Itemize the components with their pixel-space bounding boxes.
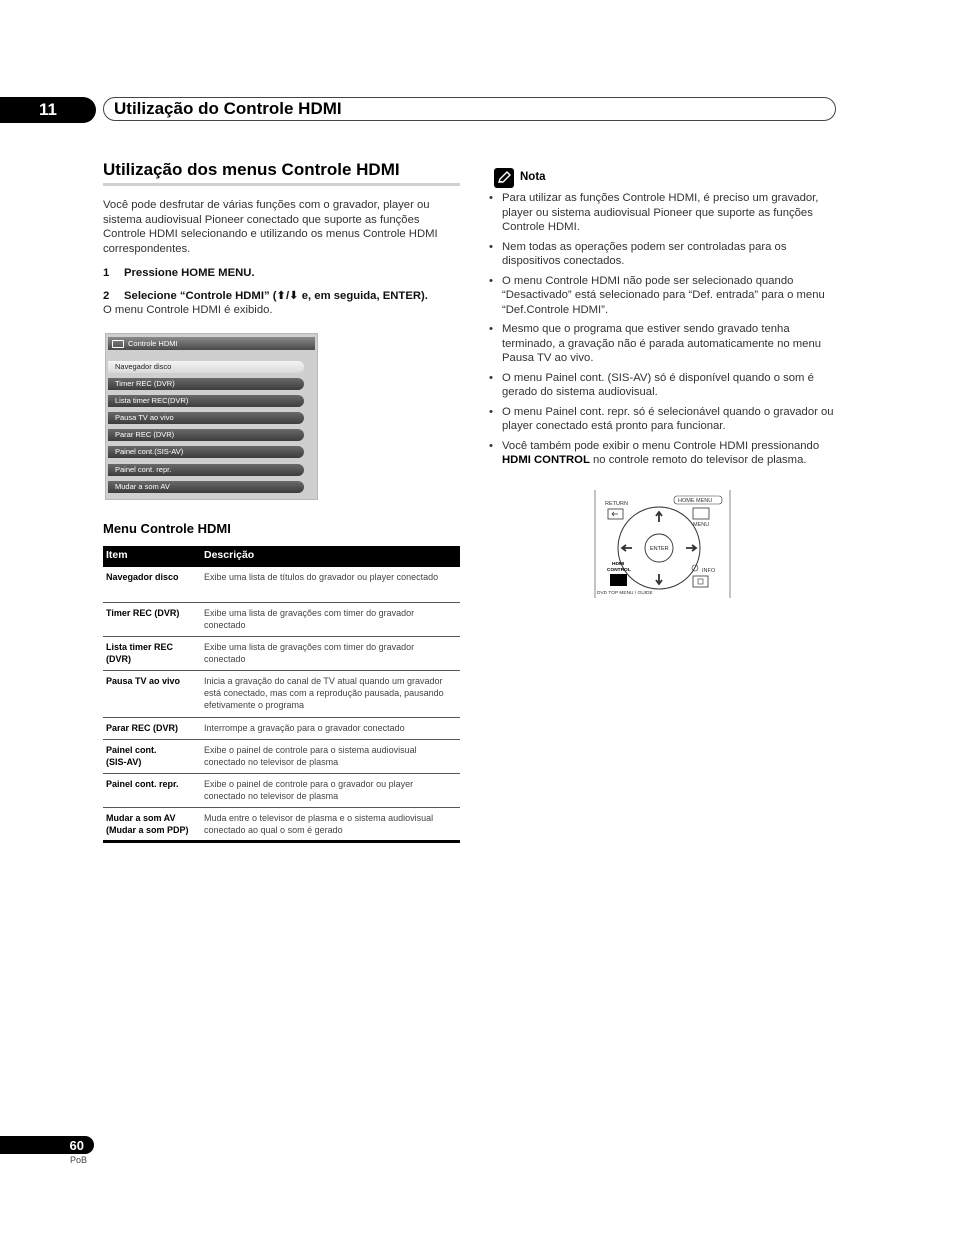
table-row (103, 718, 460, 740)
row-description: Muda entre o televisor de plasma e o sistema audiovisual conectado ao qual o som é gerado (204, 813, 434, 835)
menu-item-navegador-disco[interactable]: Navegador disco (108, 361, 304, 373)
row-description: Exibe uma lista de gravações com timer do gravador conectado (204, 642, 415, 664)
note-item: • Para utilizar as funções Controle HDMI, é preciso um gravador, player ou sistema audiovisual Pioneer que suporte as funções Controle HDMI. (488, 191, 838, 235)
section-title: Utilização dos menus Controle HDMI (103, 160, 400, 179)
enter-label: ENTER (650, 546, 669, 552)
note-title: Nota (520, 171, 546, 183)
table-row (103, 774, 460, 808)
row-description: Exibe o painel de controle para o sistema audiovisual conectado no televisor de plasma (204, 745, 417, 767)
return-label: RETURN (605, 501, 628, 507)
menu-item-painel-sis-av[interactable]: Painel cont.(SIS-AV) (108, 446, 304, 458)
row-item: Pausa TV ao vivo (106, 676, 181, 686)
dvd-top-menu-label: DVD TOP MENU / GUIDE (597, 591, 653, 596)
note-text: Você também pode exibir o menu Controle HDMI pressionando (502, 439, 820, 452)
remote-control-illustration (594, 490, 732, 598)
note-item: • O menu Painel cont. repr. só é selecionável quando o gravador ou player conectado está pronto para funcionar. (488, 405, 838, 434)
hdmi-label: HDMI (612, 562, 625, 567)
menu-label: MENU (693, 522, 710, 528)
note-item (488, 439, 838, 468)
row-description: Exibe uma lista de títulos do gravador ou player conectado (204, 572, 439, 582)
step-1-text: Pressione HOME MENU. (124, 267, 255, 279)
menu-item-timer-rec[interactable]: Timer REC (DVR) (108, 378, 304, 390)
row-description: Interrompe a gravação para o gravador conectado (204, 723, 405, 733)
tv-icon (112, 340, 124, 348)
step-2-number: 2 (103, 290, 110, 302)
note-item: • O menu Painel cont. (SIS-AV) só é disponível quando o som é gerado do sistema audiovisual. (488, 371, 838, 400)
note-item: • Nem todas as operações podem ser controladas para os dispositivos conectados. (488, 240, 838, 269)
table-bottom-rule (103, 840, 460, 843)
step-2-text: Selecione “Controle HDMI” (⬆/⬇ e, em seguida, ENTER). (124, 290, 428, 302)
language-code: PoB (70, 1155, 88, 1165)
row-item: Navegador disco (106, 572, 179, 582)
page-number: 60 (0, 1136, 94, 1154)
chapter-number: 11 (0, 97, 96, 123)
menu-item-pausa-tv[interactable]: Pausa TV ao vivo (108, 412, 304, 424)
table-row (103, 637, 460, 671)
table-row (103, 808, 460, 840)
row-item: Painel cont. (SIS-AV) (106, 745, 157, 767)
step-2 (103, 289, 460, 304)
row-item: Mudar a som AV (Mudar a som PDP) (106, 813, 189, 835)
note-text: no controle remoto do televisor de plasma. (589, 454, 807, 466)
table-row (103, 567, 460, 603)
row-item: Parar REC (DVR) (106, 723, 179, 733)
header-item: Item (106, 549, 128, 561)
note-list (488, 191, 838, 473)
row-description: Exibe uma lista de gravações com timer do gravador conectado (204, 608, 415, 630)
table-header (103, 546, 460, 567)
table-title: Menu Controle HDMI (103, 521, 231, 536)
menu-item-lista-timer-rec[interactable]: Lista timer REC(DVR) (108, 395, 304, 407)
menu-item-painel-repr[interactable]: Painel cont. repr. (108, 464, 304, 476)
home-menu-button[interactable] (693, 508, 709, 519)
pencil-icon (494, 168, 514, 188)
step-1 (103, 266, 460, 281)
menu-title: Controle HDMI (128, 339, 178, 348)
step-2-description: O menu Controle HDMI é exibido. (103, 304, 273, 316)
table-row (103, 603, 460, 637)
home-menu-label: HOME MENU (678, 498, 713, 504)
hdmi-control-label: HDMI CONTROL (502, 454, 590, 466)
note-item: • Mesmo que o programa que estiver sendo gravado tenha terminado, a gravação não é parada automaticamente no menu Pausa TV ao vivo. (488, 322, 838, 366)
row-item: Painel cont. repr. (106, 779, 179, 789)
info-label: INFO (702, 568, 716, 574)
info-button[interactable] (693, 576, 708, 587)
step-1-number: 1 (103, 267, 110, 279)
table-row (103, 671, 460, 718)
row-item: Lista timer REC (DVR) (106, 642, 174, 664)
hdmi-control-button[interactable] (610, 574, 627, 586)
chapter-title: Utilização do Controle HDMI (103, 97, 836, 121)
table-row (103, 740, 460, 774)
menu-screenshot (105, 333, 318, 500)
note-item: • O menu Controle HDMI não pode ser selecionado quando “Desactivado” está selecionado para “Def. entrada” para o menu “Def.Controle HDMI”. (488, 274, 838, 318)
header-description: Descrição (204, 549, 255, 561)
menu-title-bar (108, 337, 315, 350)
intro-paragraph: Você pode desfrutar de várias funções com o gravador, player ou sistema audiovisual Pioneer conectado que suporte as funções Controle HDMI selecionando e utilizando os menus Controle HDMI correspondentes. (103, 199, 438, 255)
menu-item-parar-rec[interactable]: Parar REC (DVR) (108, 429, 304, 441)
menu-item-mudar-som[interactable]: Mudar a som AV (108, 481, 304, 493)
section-divider (103, 183, 460, 186)
control-label: CONTROL (607, 568, 631, 573)
row-description: Exibe o painel de controle para o gravador ou player conectado no televisor de plasma (204, 779, 414, 801)
row-item: Timer REC (DVR) (106, 608, 180, 618)
row-description: Inicia a gravação do canal de TV atual quando um gravador está conectado, mas com a reprodução pausada, pausando efetivamente o programa (204, 676, 444, 710)
